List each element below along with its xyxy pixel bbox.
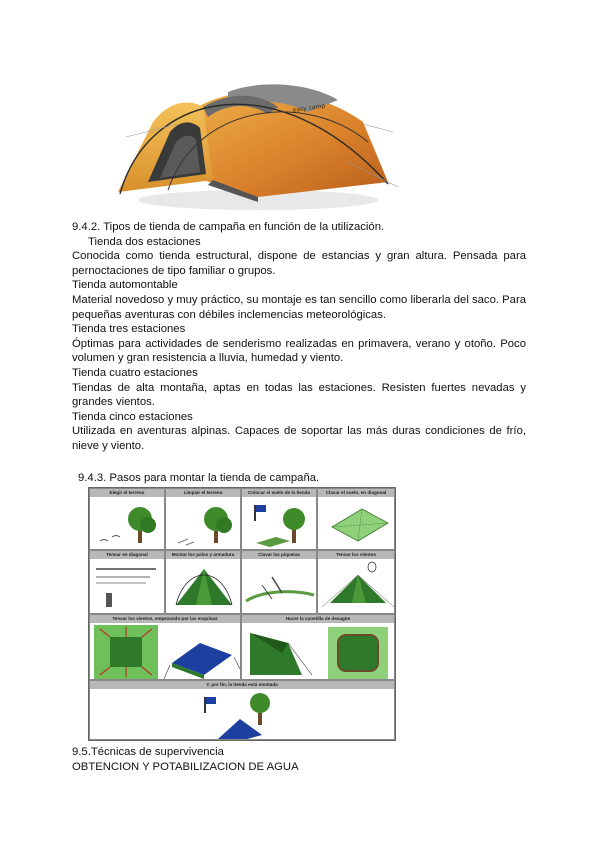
drainage-icon — [242, 623, 395, 680]
guy-lines-icon — [318, 559, 395, 614]
step-cell — [89, 680, 395, 740]
step-label: Tensar en diagonal — [90, 551, 164, 559]
tent-types-section — [72, 220, 526, 454]
step-label: Elegir el terreno — [90, 489, 164, 497]
section-heading-water: OBTENCION Y POTABILIZACION DE AGUA — [72, 761, 299, 773]
corner-tension-icon — [90, 623, 241, 680]
step-cell — [241, 488, 317, 550]
section-title: Tienda automontable — [72, 279, 178, 292]
section-title: Tienda dos estaciones — [88, 235, 201, 248]
stakes-icon — [242, 559, 317, 614]
tent-photo — [108, 62, 398, 212]
step-cell — [241, 614, 395, 680]
section-heading-942: 9.4.2. Tipos de tienda de campaña en función de la utilización. — [72, 221, 385, 233]
step-cell — [165, 550, 241, 614]
step-label: Limpiar el terreno — [166, 489, 240, 497]
section-body: Conocida como tienda estructural, dispone de estancias y gran altura. Pensada para pernoctaciones de tipo familiar o grupos. — [72, 250, 526, 277]
step-label: Tensar los vientos, empezando por las esquinas — [90, 615, 240, 623]
step-cell — [317, 488, 395, 550]
step-label: Clavar las piquetas — [242, 551, 316, 559]
step-cell — [317, 550, 395, 614]
section-body: Utilizada en aventuras alpinas. Capaces de soportar las más duras condiciones de frío, nieve y viento. — [72, 425, 526, 452]
step-label: Tensar los vientos — [318, 551, 394, 559]
tree-icon — [166, 497, 241, 550]
step-label: Colocar el suelo de la tienda — [242, 489, 316, 497]
section-body: Óptimas para actividades de senderismo realizadas en primavera, verano y otoño. Poco volumen y gran resistencia a lluvia, humedad y viento. — [72, 337, 526, 365]
section-body: Tiendas de alta montaña, aptas en todas las estaciones. Resisten fuertes nevadas y grandes vientos. — [72, 381, 526, 409]
step-label: Y, por fin, la tienda está montada — [90, 681, 394, 689]
section-title: Tienda cuatro estaciones — [72, 366, 198, 379]
finished-tent-icon — [90, 689, 395, 740]
flag-icon — [242, 497, 317, 550]
step-cell — [89, 488, 165, 550]
step-cell — [241, 550, 317, 614]
tent-steps-illustration — [88, 487, 396, 741]
step-label: Clavar el suelo, en diagonal — [318, 489, 394, 497]
step-label: Hacer la cunetilla de desagüe — [242, 615, 394, 623]
section-body: Material novedoso y muy práctico, su montaje es tan sencillo como liberarla del saco. Para pequeñas aventuras con débiles inclemencias meteorológicas. — [72, 293, 526, 321]
step-cell — [165, 488, 241, 550]
groundsheet-icon — [318, 497, 395, 550]
poles-icon — [90, 559, 165, 614]
tent-brand-logo: easy camp — [292, 102, 326, 114]
step-label: Montar los palos y armadura — [166, 551, 240, 559]
tent-frame-icon — [166, 559, 241, 614]
section-title: Tienda tres estaciones — [72, 323, 186, 336]
section-heading-95: 9.5.Técnicas de supervivencia — [72, 746, 224, 758]
step-cell — [89, 550, 165, 614]
section-title: Tienda cinco estaciones — [72, 410, 193, 423]
step-cell — [89, 614, 241, 680]
section-heading-943: 9.4.3. Pasos para montar la tienda de campaña. — [78, 472, 320, 484]
tree-icon — [90, 497, 165, 550]
